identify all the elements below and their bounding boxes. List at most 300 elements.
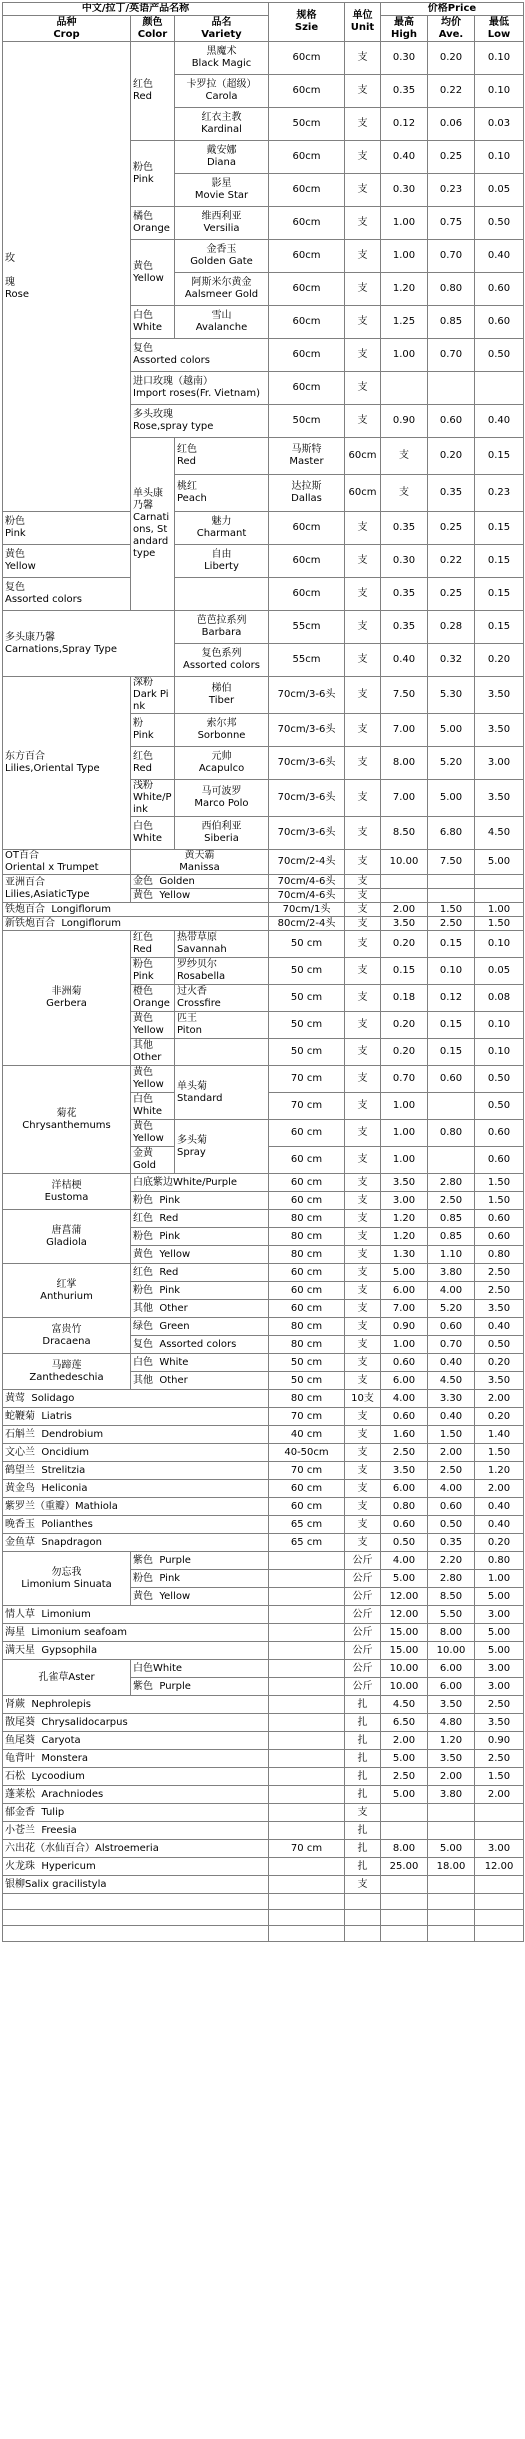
unit-cell: 扎 bbox=[345, 1750, 381, 1768]
size-cell bbox=[269, 1624, 345, 1642]
table-row bbox=[3, 677, 524, 714]
price-ave-cell: 2.80 bbox=[428, 1174, 475, 1192]
unit-cell: 扎 bbox=[345, 1714, 381, 1732]
price-ave-cell: 0.32 bbox=[428, 644, 475, 677]
price-ave-cell: 0.25 bbox=[428, 141, 475, 174]
price-ave-cell: 3.50 bbox=[428, 1750, 475, 1768]
price-ave-cell: 0.23 bbox=[428, 174, 475, 207]
price-high-cell: 4.50 bbox=[381, 1696, 428, 1714]
size-cell: 80 cm bbox=[269, 1318, 345, 1336]
color-cell: 红色 Red bbox=[175, 438, 269, 475]
header-color: 颜色 Color bbox=[131, 16, 175, 42]
size-cell: 60cm bbox=[269, 545, 345, 578]
price-low-cell: 0.15 bbox=[475, 545, 524, 578]
size-cell bbox=[269, 1876, 345, 1894]
price-low-cell: 3.50 bbox=[475, 780, 524, 817]
crop-cell: 小苍兰 Freesia bbox=[3, 1822, 269, 1840]
unit-cell: 扎 bbox=[345, 1696, 381, 1714]
crop-cell: 六出花（水仙百合）Alstroemeria bbox=[3, 1840, 269, 1858]
crop-cell: 富贵竹 Dracaena bbox=[3, 1318, 131, 1354]
price-low-cell: 1.00 bbox=[475, 903, 524, 917]
crop-cell: 玫 瑰 Rose bbox=[3, 42, 131, 512]
price-ave-cell: 0.25 bbox=[428, 512, 475, 545]
variety-cell: 芭芭拉系列 Barbara bbox=[175, 611, 269, 644]
variety-cell bbox=[175, 1039, 269, 1066]
crop-cell: 散尾葵 Chrysalidocarpus bbox=[3, 1714, 269, 1732]
color-cell: 浅粉 White/Pink bbox=[131, 780, 175, 817]
price-ave-cell: 2.50 bbox=[428, 1462, 475, 1480]
price-low-cell bbox=[475, 1822, 524, 1840]
price-high-cell: 0.60 bbox=[381, 1354, 428, 1372]
price-ave-cell: 0.15 bbox=[428, 931, 475, 958]
color-cell: 红色 Red bbox=[131, 1264, 269, 1282]
color-cell: 粉 Pink bbox=[131, 714, 175, 747]
variety-cell: 达拉斯 Dallas bbox=[269, 475, 345, 512]
price-ave-cell: 0.60 bbox=[428, 1498, 475, 1516]
unit-cell: 公斤 bbox=[345, 1678, 381, 1696]
table-row bbox=[3, 1354, 524, 1372]
price-low-cell: 5.00 bbox=[475, 1624, 524, 1642]
crop-cell: 勿忘我 Limonium Sinuata bbox=[3, 1552, 131, 1606]
price-ave-cell bbox=[428, 1822, 475, 1840]
size-cell: 60 cm bbox=[269, 1120, 345, 1147]
variety-cell: 雪山 Avalanche bbox=[175, 306, 269, 339]
price-low-cell: 2.50 bbox=[475, 1750, 524, 1768]
price-low-cell: 2.00 bbox=[475, 1786, 524, 1804]
table-row bbox=[3, 1066, 524, 1093]
size-cell bbox=[269, 1642, 345, 1660]
color-cell: 复色 Assorted colors bbox=[3, 578, 131, 611]
price-ave-cell: 0.35 bbox=[428, 1534, 475, 1552]
price-ave-cell: 0.40 bbox=[428, 1408, 475, 1426]
price-ave-cell: 0.10 bbox=[428, 958, 475, 985]
price-ave-cell: 3.80 bbox=[428, 1786, 475, 1804]
price-low-cell bbox=[475, 1804, 524, 1822]
size-cell bbox=[269, 1732, 345, 1750]
crop-cell: 唐菖蒲 Gladiola bbox=[3, 1210, 131, 1264]
price-ave-cell: 8.50 bbox=[428, 1588, 475, 1606]
color-cell: 金黄 Gold bbox=[131, 1147, 175, 1174]
crop-cell: 黄金鸟 Heliconia bbox=[3, 1480, 269, 1498]
variety-cell: 维西利亚 Versilia bbox=[175, 207, 269, 240]
price-high-cell: 4.00 bbox=[381, 1552, 428, 1570]
price-high-cell: 10.00 bbox=[381, 1678, 428, 1696]
unit-cell: 支 bbox=[345, 1516, 381, 1534]
table-row bbox=[3, 1174, 524, 1192]
size-cell: 50 cm bbox=[269, 1372, 345, 1390]
unit-cell: 支 bbox=[345, 1228, 381, 1246]
unit-cell: 公斤 bbox=[345, 1642, 381, 1660]
price-ave-cell: 0.20 bbox=[428, 42, 475, 75]
table-row bbox=[3, 917, 524, 931]
price-high-cell: 0.12 bbox=[381, 108, 428, 141]
price-table-body bbox=[3, 42, 524, 1942]
price-high-cell: 0.90 bbox=[381, 405, 428, 438]
price-ave-cell: 5.00 bbox=[428, 780, 475, 817]
size-cell: 65 cm bbox=[269, 1534, 345, 1552]
price-high-cell: 10.00 bbox=[381, 1660, 428, 1678]
size-cell: 70cm/3-6头 bbox=[269, 817, 345, 850]
table-row bbox=[3, 1552, 524, 1570]
price-high-cell: 7.00 bbox=[381, 714, 428, 747]
price-high-cell bbox=[381, 875, 428, 889]
size-cell bbox=[269, 1552, 345, 1570]
price-high-cell: 7.00 bbox=[381, 780, 428, 817]
unit-cell: 支 bbox=[345, 747, 381, 780]
price-low-cell: 0.10 bbox=[475, 1012, 524, 1039]
size-cell: 60cm bbox=[269, 306, 345, 339]
color-cell: 红色 Red bbox=[131, 42, 175, 141]
unit-cell: 支 bbox=[345, 1246, 381, 1264]
crop-cell: 情人草 Limonium bbox=[3, 1606, 269, 1624]
unit-cell: 支 bbox=[345, 1462, 381, 1480]
variety-cell: 梯伯 Tiber bbox=[175, 677, 269, 714]
price-ave-cell: 5.20 bbox=[428, 747, 475, 780]
crop-cell: 孔雀草Aster bbox=[3, 1660, 131, 1696]
price-high-cell: 0.40 bbox=[381, 644, 428, 677]
price-high-cell: 0.35 bbox=[428, 475, 475, 512]
size-cell: 60cm bbox=[269, 339, 345, 372]
price-ave-cell: 0.75 bbox=[428, 207, 475, 240]
unit-cell: 支 bbox=[345, 306, 381, 339]
color-cell: 黄色 Yellow bbox=[131, 889, 269, 903]
price-ave-cell: 1.10 bbox=[428, 1246, 475, 1264]
unit-cell: 扎 bbox=[345, 1822, 381, 1840]
price-low-cell: 0.15 bbox=[475, 611, 524, 644]
price-low-cell: 4.50 bbox=[475, 817, 524, 850]
size-cell: 60cm bbox=[269, 141, 345, 174]
price-low-cell: 0.60 bbox=[475, 273, 524, 306]
price-high-cell: 0.18 bbox=[381, 985, 428, 1012]
crop-cell: 马蹄莲 Zanthedeschia bbox=[3, 1354, 131, 1390]
color-cell: 其他 Other bbox=[131, 1300, 269, 1318]
variety-cell bbox=[175, 578, 269, 611]
variety-cell: 马斯特 Master bbox=[269, 438, 345, 475]
price-low-cell: 5.00 bbox=[475, 1588, 524, 1606]
header-high: 最高 High bbox=[381, 16, 428, 42]
price-low-cell: 0.60 bbox=[475, 1120, 524, 1147]
variety-cell: 索尔邦 Sorbonne bbox=[175, 714, 269, 747]
size-cell bbox=[269, 1768, 345, 1786]
empty-cell bbox=[345, 1894, 381, 1910]
table-row bbox=[3, 1804, 524, 1822]
price-high-cell bbox=[381, 1822, 428, 1840]
size-cell bbox=[269, 1660, 345, 1678]
price-high-cell: 1.20 bbox=[381, 273, 428, 306]
size-cell: 50 cm bbox=[269, 1039, 345, 1066]
crop-cell: 肾蕨 Nephrolepis bbox=[3, 1696, 269, 1714]
variety-cell: 黑魔术 Black Magic bbox=[175, 42, 269, 75]
price-high-cell: 3.50 bbox=[381, 1462, 428, 1480]
variety-cell: 罗纱贝尔 Rosabella bbox=[175, 958, 269, 985]
empty-cell bbox=[269, 1894, 345, 1910]
price-low-cell: 0.50 bbox=[475, 1336, 524, 1354]
size-cell: 70 cm bbox=[269, 1462, 345, 1480]
price-ave-cell: 0.15 bbox=[475, 438, 524, 475]
header-variety: 品名 Variety bbox=[175, 16, 269, 42]
header-crop: 品种 Crop bbox=[3, 16, 131, 42]
price-low-cell: 1.50 bbox=[475, 1768, 524, 1786]
price-low-cell: 1.40 bbox=[475, 1426, 524, 1444]
unit-cell: 支 bbox=[345, 611, 381, 644]
price-low-cell: 0.10 bbox=[475, 931, 524, 958]
size-cell: 70cm/4-6头 bbox=[269, 875, 345, 889]
price-low-cell: 1.50 bbox=[475, 917, 524, 931]
table-row bbox=[3, 1462, 524, 1480]
price-ave-cell: 0.28 bbox=[428, 611, 475, 644]
empty-cell bbox=[269, 1910, 345, 1926]
variety-cell: 戴安娜 Diana bbox=[175, 141, 269, 174]
price-low-cell: 0.10 bbox=[475, 42, 524, 75]
unit-cell: 支 bbox=[345, 1300, 381, 1318]
price-high-cell: 8.50 bbox=[381, 817, 428, 850]
price-high-cell: 5.00 bbox=[381, 1750, 428, 1768]
variety-cell: 元帅 Acapulco bbox=[175, 747, 269, 780]
unit-cell: 支 bbox=[345, 677, 381, 714]
size-cell: 60cm bbox=[269, 75, 345, 108]
price-low-cell: 0.50 bbox=[475, 339, 524, 372]
crop-cell: OT百合 Oriental x Trumpet bbox=[3, 850, 131, 875]
price-low-cell: 0.10 bbox=[475, 141, 524, 174]
unit-cell: 支 bbox=[345, 850, 381, 875]
size-cell: 60cm bbox=[269, 240, 345, 273]
price-high-cell: 5.00 bbox=[381, 1264, 428, 1282]
size-cell: 60cm bbox=[269, 372, 345, 405]
unit-cell: 支 bbox=[345, 1066, 381, 1093]
unit-cell: 支 bbox=[345, 108, 381, 141]
price-ave-cell bbox=[428, 1804, 475, 1822]
header-ave: 均价 Ave. bbox=[428, 16, 475, 42]
price-low-cell: 0.08 bbox=[475, 985, 524, 1012]
size-cell: 50 cm bbox=[269, 1354, 345, 1372]
price-low-cell bbox=[475, 372, 524, 405]
table-row bbox=[3, 1876, 524, 1894]
table-row bbox=[3, 1210, 524, 1228]
size-cell bbox=[269, 1696, 345, 1714]
price-low-cell: 3.50 bbox=[475, 677, 524, 714]
price-low-cell: 3.00 bbox=[475, 1678, 524, 1696]
price-ave-cell: 7.50 bbox=[428, 850, 475, 875]
empty-cell bbox=[381, 1894, 428, 1910]
variety-cell: 卡罗拉（超级） Carola bbox=[175, 75, 269, 108]
size-cell: 60 cm bbox=[269, 1264, 345, 1282]
unit-cell: 支 bbox=[345, 273, 381, 306]
table-row bbox=[3, 1390, 524, 1408]
price-ave-cell bbox=[428, 372, 475, 405]
color-variety-cell: 复色 Assorted colors bbox=[131, 339, 269, 372]
crop-cell: 多头康乃馨 Carnations,Spray Type bbox=[3, 611, 175, 677]
price-high-cell: 12.00 bbox=[381, 1588, 428, 1606]
unit-cell: 支 bbox=[345, 405, 381, 438]
price-ave-cell: 4.00 bbox=[428, 1282, 475, 1300]
unit-cell: 支 bbox=[345, 958, 381, 985]
price-low-cell: 0.40 bbox=[475, 240, 524, 273]
color-cell: 黄色 Yellow bbox=[131, 1588, 269, 1606]
price-ave-cell: 4.00 bbox=[428, 1480, 475, 1498]
price-ave-cell: 6.00 bbox=[428, 1678, 475, 1696]
size-cell bbox=[269, 1858, 345, 1876]
price-low-cell: 3.50 bbox=[475, 714, 524, 747]
price-high-cell: 0.35 bbox=[381, 512, 428, 545]
price-high-cell: 12.00 bbox=[381, 1606, 428, 1624]
color-cell: 黄色 Yellow bbox=[131, 1066, 175, 1093]
price-ave-cell: 3.50 bbox=[428, 1696, 475, 1714]
price-ave-cell: 2.00 bbox=[428, 1444, 475, 1462]
price-low-cell: 3.50 bbox=[475, 1300, 524, 1318]
price-low-cell: 0.03 bbox=[475, 108, 524, 141]
color-cell: 白色 White bbox=[131, 1093, 175, 1120]
color-cell: 紫色 Purple bbox=[131, 1678, 269, 1696]
price-high-cell: 0.35 bbox=[381, 578, 428, 611]
crop-cell: 银柳Salix gracilistyla bbox=[3, 1876, 269, 1894]
empty-cell bbox=[345, 1926, 381, 1942]
price-ave-cell: 0.22 bbox=[428, 545, 475, 578]
unit-cell: 支 bbox=[345, 780, 381, 817]
color-cell: 黄色 Yellow bbox=[131, 1246, 269, 1264]
crop-cell: 蛇鞭菊 Liatris bbox=[3, 1408, 269, 1426]
size-cell: 80 cm bbox=[269, 1336, 345, 1354]
unit-cell: 支 bbox=[345, 1498, 381, 1516]
size-cell bbox=[269, 1714, 345, 1732]
price-ave-cell: 18.00 bbox=[428, 1858, 475, 1876]
unit-cell: 公斤 bbox=[345, 1570, 381, 1588]
price-low-cell: 0.60 bbox=[475, 1228, 524, 1246]
price-low-cell: 5.00 bbox=[475, 850, 524, 875]
table-row bbox=[3, 875, 524, 889]
color-cell: 白色 White bbox=[131, 306, 175, 339]
price-high-cell: 0.30 bbox=[381, 42, 428, 75]
price-ave-cell: 0.70 bbox=[428, 1336, 475, 1354]
price-high-cell: 1.00 bbox=[381, 339, 428, 372]
price-low-cell: 0.15 bbox=[475, 578, 524, 611]
price-low-cell: 2.50 bbox=[475, 1696, 524, 1714]
price-high-cell: 8.00 bbox=[381, 1840, 428, 1858]
empty-cell bbox=[3, 1926, 269, 1942]
empty-cell bbox=[428, 1910, 475, 1926]
size-cell: 60 cm bbox=[269, 1174, 345, 1192]
price-high-cell: 15.00 bbox=[381, 1624, 428, 1642]
table-row bbox=[3, 1534, 524, 1552]
color-cell: 粉色 Pink bbox=[131, 958, 175, 985]
price-high-cell: 0.80 bbox=[381, 1498, 428, 1516]
crop-cell: 菊花 Chrysanthemums bbox=[3, 1066, 131, 1174]
price-high-cell: 6.00 bbox=[381, 1282, 428, 1300]
price-low-cell: 0.40 bbox=[475, 1498, 524, 1516]
price-low-cell: 2.50 bbox=[475, 1264, 524, 1282]
table-row bbox=[3, 1926, 524, 1942]
unit-cell: 支 bbox=[345, 1174, 381, 1192]
price-high-cell: 1.30 bbox=[381, 1246, 428, 1264]
color-cell: 白色White bbox=[131, 1660, 269, 1678]
price-ave-cell: 0.60 bbox=[428, 405, 475, 438]
price-low-cell: 0.40 bbox=[475, 1516, 524, 1534]
size-cell: 60cm bbox=[269, 42, 345, 75]
size-cell: 80 cm bbox=[269, 1228, 345, 1246]
color-cell: 粉色 Pink bbox=[3, 512, 131, 545]
price-high-cell: 25.00 bbox=[381, 1858, 428, 1876]
unit-cell: 支 bbox=[345, 75, 381, 108]
unit-cell: 支 bbox=[345, 174, 381, 207]
size-cell: 70cm/3-6头 bbox=[269, 780, 345, 817]
size-cell: 60 cm bbox=[269, 1300, 345, 1318]
unit-cell: 扎 bbox=[345, 1840, 381, 1858]
price-low-cell: 0.10 bbox=[475, 1039, 524, 1066]
size-cell: 50cm bbox=[269, 405, 345, 438]
variety-cell: 红衣主教 Kardinal bbox=[175, 108, 269, 141]
price-high-cell: 7.00 bbox=[381, 1300, 428, 1318]
price-high-cell: 2.50 bbox=[381, 1444, 428, 1462]
price-high-cell: 0.20 bbox=[428, 438, 475, 475]
price-low-cell: 0.50 bbox=[475, 1066, 524, 1093]
price-low-cell: 5.00 bbox=[475, 1642, 524, 1660]
crop-cell: 文心兰 Oncidium bbox=[3, 1444, 269, 1462]
price-ave-cell: 0.15 bbox=[428, 1012, 475, 1039]
price-ave-cell: 6.80 bbox=[428, 817, 475, 850]
unit-cell: 支 bbox=[345, 817, 381, 850]
price-low-cell: 0.80 bbox=[475, 1246, 524, 1264]
size-cell: 70 cm bbox=[269, 1093, 345, 1120]
price-low-cell: 0.20 bbox=[475, 1534, 524, 1552]
table-row bbox=[3, 1894, 524, 1910]
unit-cell: 公斤 bbox=[345, 1588, 381, 1606]
empty-cell bbox=[475, 1926, 524, 1942]
table-row bbox=[3, 1714, 524, 1732]
unit-cell: 支 bbox=[345, 644, 381, 677]
size-cell: 60cm bbox=[345, 475, 381, 512]
price-high-cell: 6.00 bbox=[381, 1372, 428, 1390]
size-cell: 60cm bbox=[269, 512, 345, 545]
price-low-cell: 0.20 bbox=[475, 1408, 524, 1426]
price-ave-cell: 0.12 bbox=[428, 985, 475, 1012]
price-high-cell: 3.50 bbox=[381, 1174, 428, 1192]
price-ave-cell: 0.80 bbox=[428, 273, 475, 306]
size-cell: 50 cm bbox=[269, 931, 345, 958]
color-cell: 红色 Red bbox=[131, 931, 175, 958]
unit-cell: 支 bbox=[345, 1318, 381, 1336]
price-high-cell: 6.00 bbox=[381, 1480, 428, 1498]
unit-cell: 公斤 bbox=[345, 1606, 381, 1624]
price-ave-cell: 5.50 bbox=[428, 1606, 475, 1624]
unit-cell: 支 bbox=[345, 1354, 381, 1372]
color-variety-cell: 进口玫瑰（越南） Import roses(Fr. Vietnam) bbox=[131, 372, 269, 405]
price-high-cell: 0.60 bbox=[381, 1516, 428, 1534]
crop-cell: 黄莺 Solidago bbox=[3, 1390, 269, 1408]
unit-cell: 扎 bbox=[345, 1858, 381, 1876]
crop-cell: 非洲菊 Gerbera bbox=[3, 931, 131, 1066]
size-cell: 55cm bbox=[269, 644, 345, 677]
size-cell: 70cm/4-6头 bbox=[269, 889, 345, 903]
variety-cell: 阿斯米尔黄金 Aalsmeer Gold bbox=[175, 273, 269, 306]
unit-cell: 支 bbox=[345, 1408, 381, 1426]
unit-cell: 支 bbox=[345, 1039, 381, 1066]
price-low-cell: 3.50 bbox=[475, 1714, 524, 1732]
price-ave-cell: 0.70 bbox=[428, 339, 475, 372]
price-low-cell: 2.00 bbox=[475, 1480, 524, 1498]
size-cell: 40-50cm bbox=[269, 1444, 345, 1462]
unit-cell: 支 bbox=[345, 875, 381, 889]
price-low-cell: 3.50 bbox=[475, 1372, 524, 1390]
color-cell: 金色 Golden bbox=[131, 875, 269, 889]
price-low-cell: 0.90 bbox=[475, 1732, 524, 1750]
price-high-cell: 5.00 bbox=[381, 1570, 428, 1588]
table-row bbox=[3, 1264, 524, 1282]
price-low-cell: 0.40 bbox=[475, 1318, 524, 1336]
price-ave-cell bbox=[428, 1093, 475, 1120]
price-ave-cell: 10.00 bbox=[428, 1642, 475, 1660]
size-cell: 50 cm bbox=[269, 1012, 345, 1039]
price-high-cell: 2.00 bbox=[381, 1732, 428, 1750]
price-low-cell: 0.05 bbox=[475, 958, 524, 985]
